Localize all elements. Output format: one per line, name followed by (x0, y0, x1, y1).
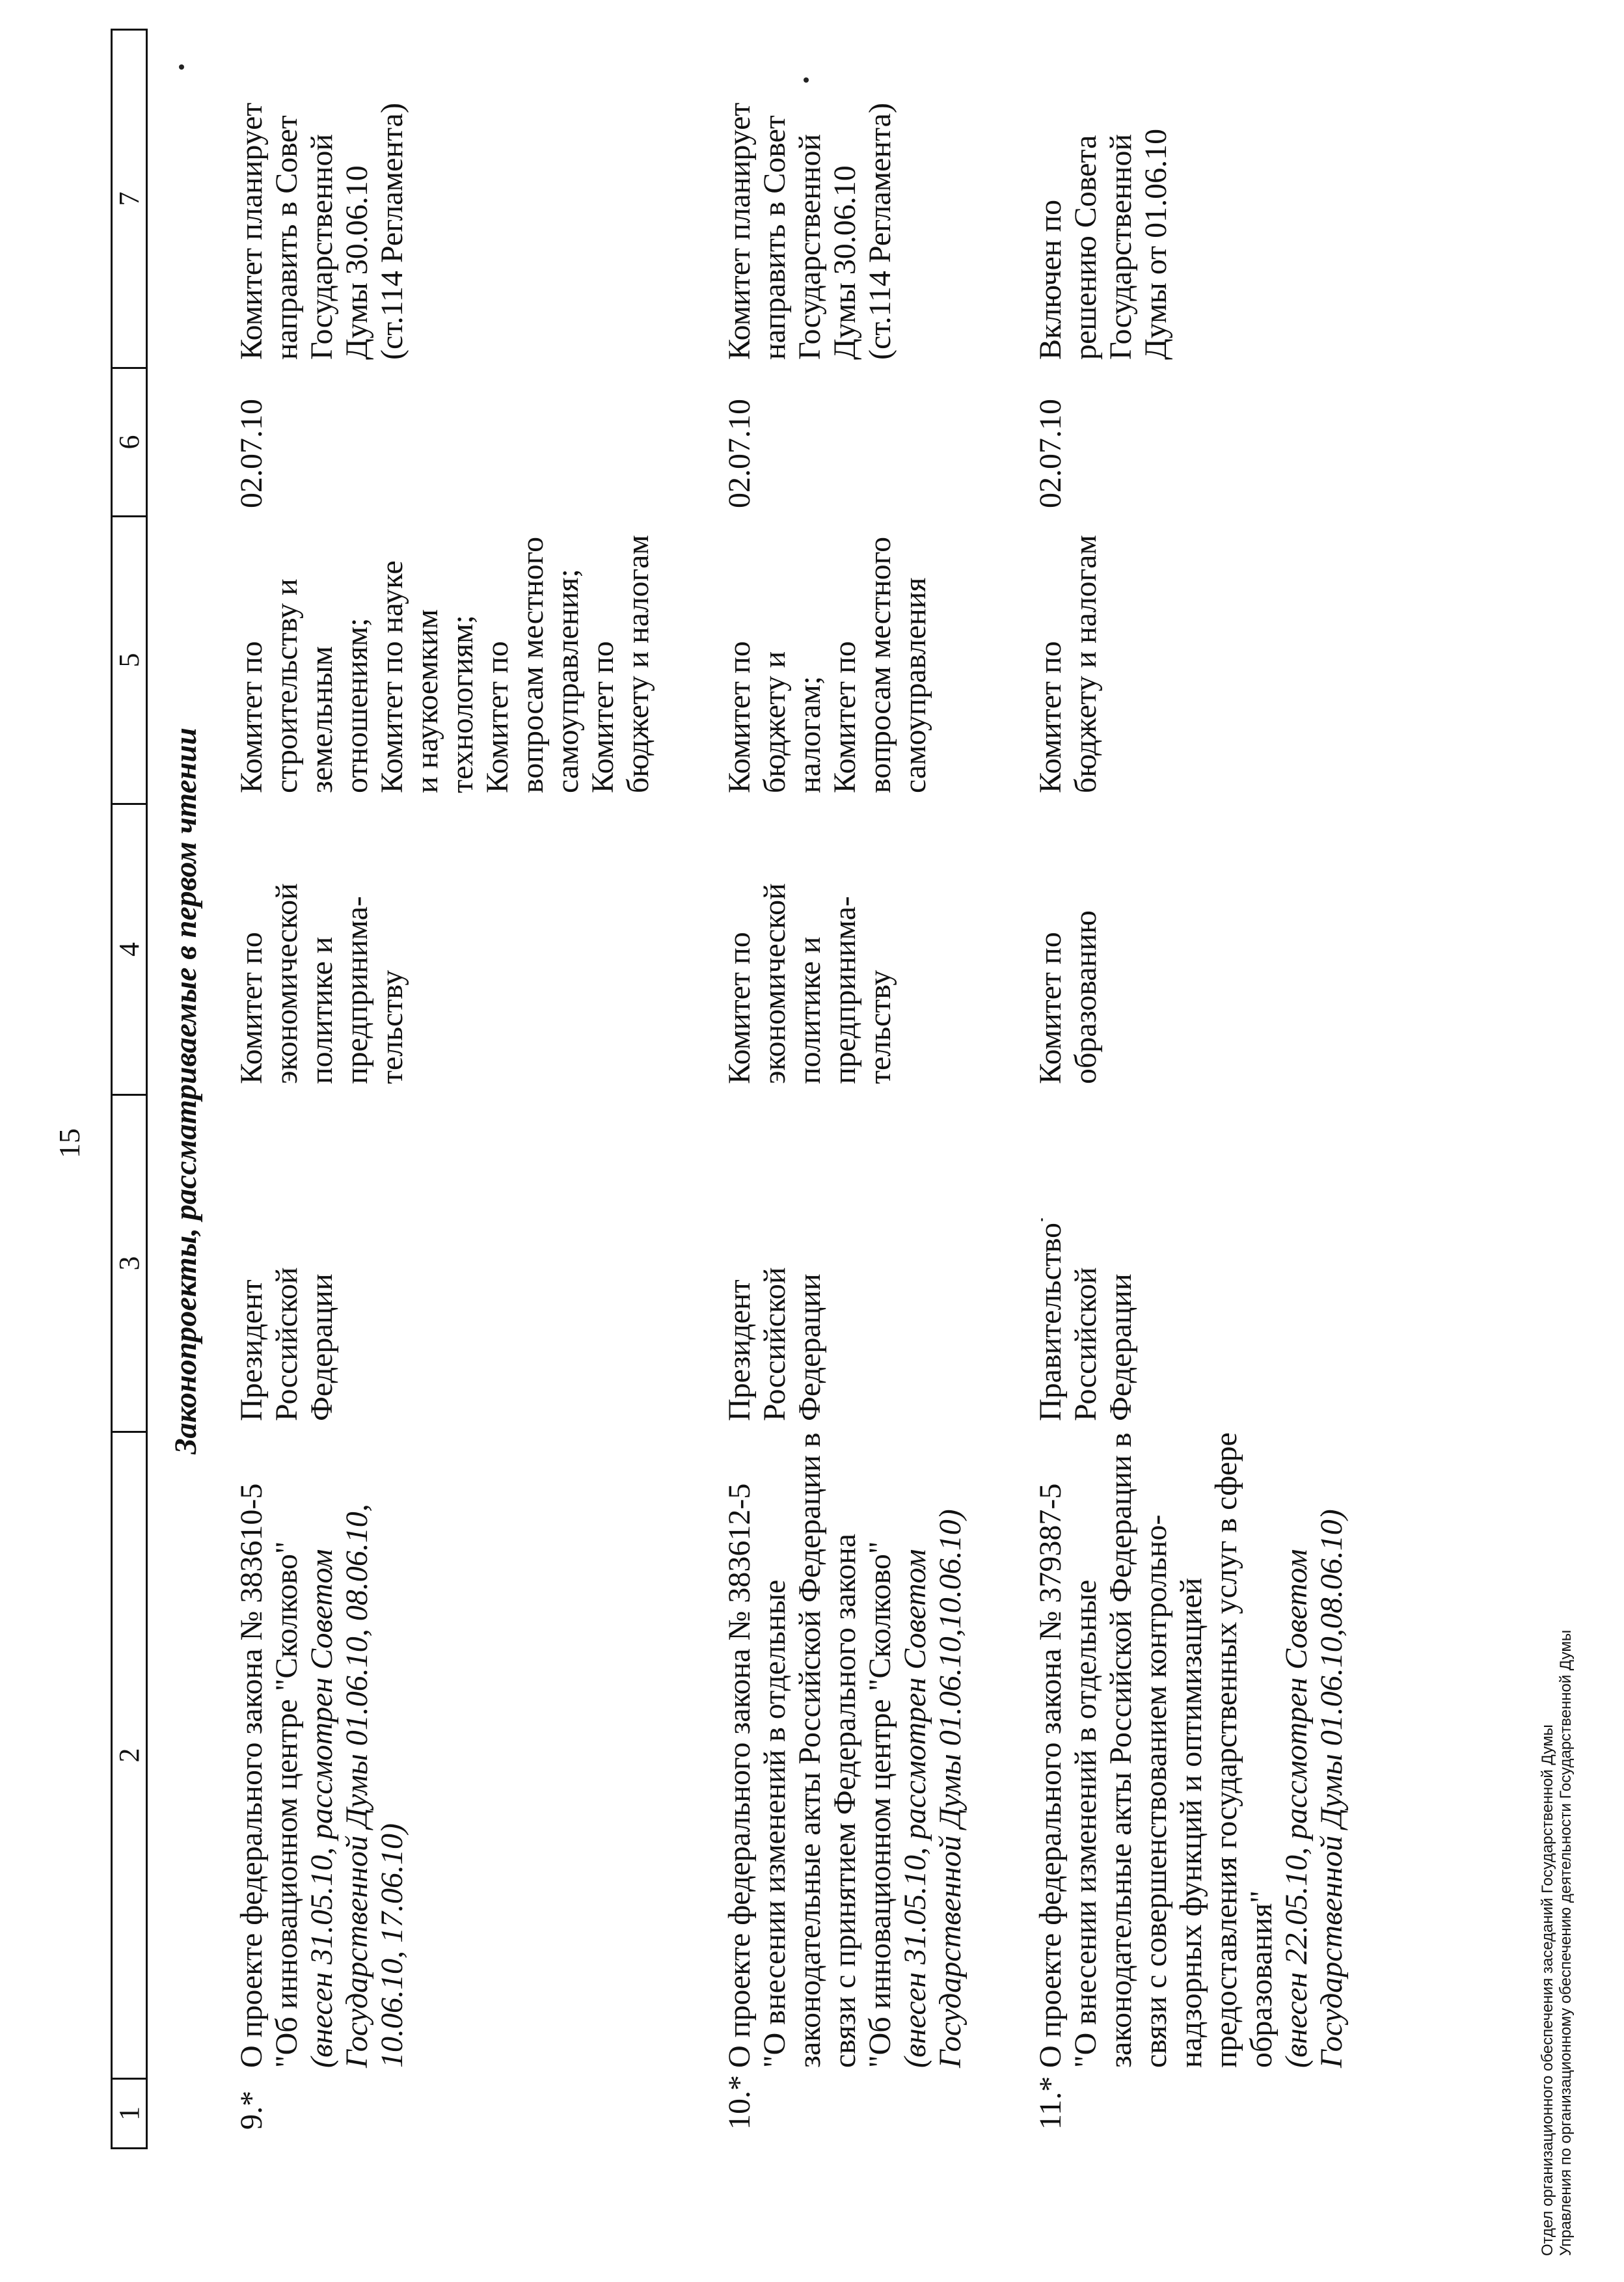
row-number: 9.* (234, 2091, 269, 2130)
responsible-committee: Комитет по экономической политике и предпринима- тельству (722, 883, 897, 1084)
header-col-2: 2 (113, 1431, 146, 2078)
date: 02.07.10 (1033, 399, 1068, 508)
page-number: 15 (53, 1128, 86, 1158)
date: 02.07.10 (234, 399, 269, 508)
row-number: 10.* (722, 2075, 757, 2130)
table-header (111, 29, 148, 2149)
bill-title: О проекте федерального закона № 379387-5 "О внесении изменений в отдельные законодательные акты Российской Федерации в связи с совершенствованием контрольно- надзорных функций и оптимизацией предоставления государственных услуг в сфере образования" (1033, 1432, 1279, 2068)
footer (1539, 1630, 1575, 2256)
footer-line-2: Управления по организационному обеспечению деятельности Государственной Думы (1557, 1629, 1575, 2256)
bill-description (722, 1430, 968, 2068)
status: Включен по решению Совета Государственной Думы от 01.06.10 (1033, 128, 1173, 360)
scan-speck (179, 64, 184, 70)
scan-speck (1041, 1218, 1043, 1221)
initiator: Президент Российской Федерации (722, 1267, 827, 1421)
initiator: Правительство Российской Федерации (1033, 1222, 1138, 1421)
bill-description (234, 1430, 410, 2068)
status: Комитет планирует направить в Совет Государственной Думы 30.06.10 (ст.114 Регламента) (722, 102, 897, 360)
header-col-1: 1 (113, 2078, 146, 2147)
row-number: 11.* (1033, 2076, 1068, 2130)
footer-line-1: Отдел организационного обеспечения заседаний Государственной Думы (1539, 1724, 1556, 2256)
responsible-committee: Комитет по образованию (1033, 910, 1103, 1084)
initiator: Президент Российской Федерации (234, 1267, 339, 1421)
scan-speck (804, 77, 809, 83)
header-col-6: 6 (113, 367, 146, 515)
status: Комитет планирует направить в Совет Государственной Думы 30.06.10 (ст.114 Регламента) (234, 102, 409, 360)
header-col-3: 3 (113, 1094, 146, 1431)
header-col-7: 7 (113, 191, 145, 206)
bill-title: О проекте федерального закона № 383610-5 "Об инновационном центре "Сколково" (234, 1483, 304, 2068)
co-executors: Комитет по бюджету и налогам (1033, 535, 1103, 793)
bill-description (1033, 1430, 1349, 2068)
bill-note: (внесен 22.05.10, рассмотрен Советом Государственной Думы 01.06.10,08.06.10) (1279, 1509, 1349, 2068)
bill-note: (внесен 31.05.10, рассмотрен Советом Государственной Думы 01.06.10,10.06.10) (898, 1509, 968, 2068)
section-title: Законопроекты, рассматриваемые в первом чтении (169, 727, 203, 1454)
date: 02.07.10 (722, 399, 757, 508)
header-col-5: 5 (113, 515, 146, 803)
bill-note: (внесен 31.05.10, рассмотрен Советом Государственной Думы 01.06.10, 08.06.10, 10.06.10, 17.06.10) (304, 1504, 409, 2068)
co-executors: Комитет по строительству и земельным отношениям; Комитет по науке и наукоемким технологиям; Комитет по вопросам местного самоуправления; Комитет по бюджету и налогам (234, 535, 655, 793)
responsible-committee: Комитет по экономической политике и предпринима- тельству (234, 883, 409, 1084)
bill-title: О проекте федерального закона № 383612-5 "О внесении изменений в отдельные законодательные акты Российской Федерации в связи с принятием Федерального закона "Об инновационном центре "Сколково" (722, 1432, 897, 2068)
co-executors: Комитет по бюджету и налогам; Комитет по вопросам местного самоуправления (722, 536, 932, 793)
header-col-4: 4 (113, 803, 146, 1094)
